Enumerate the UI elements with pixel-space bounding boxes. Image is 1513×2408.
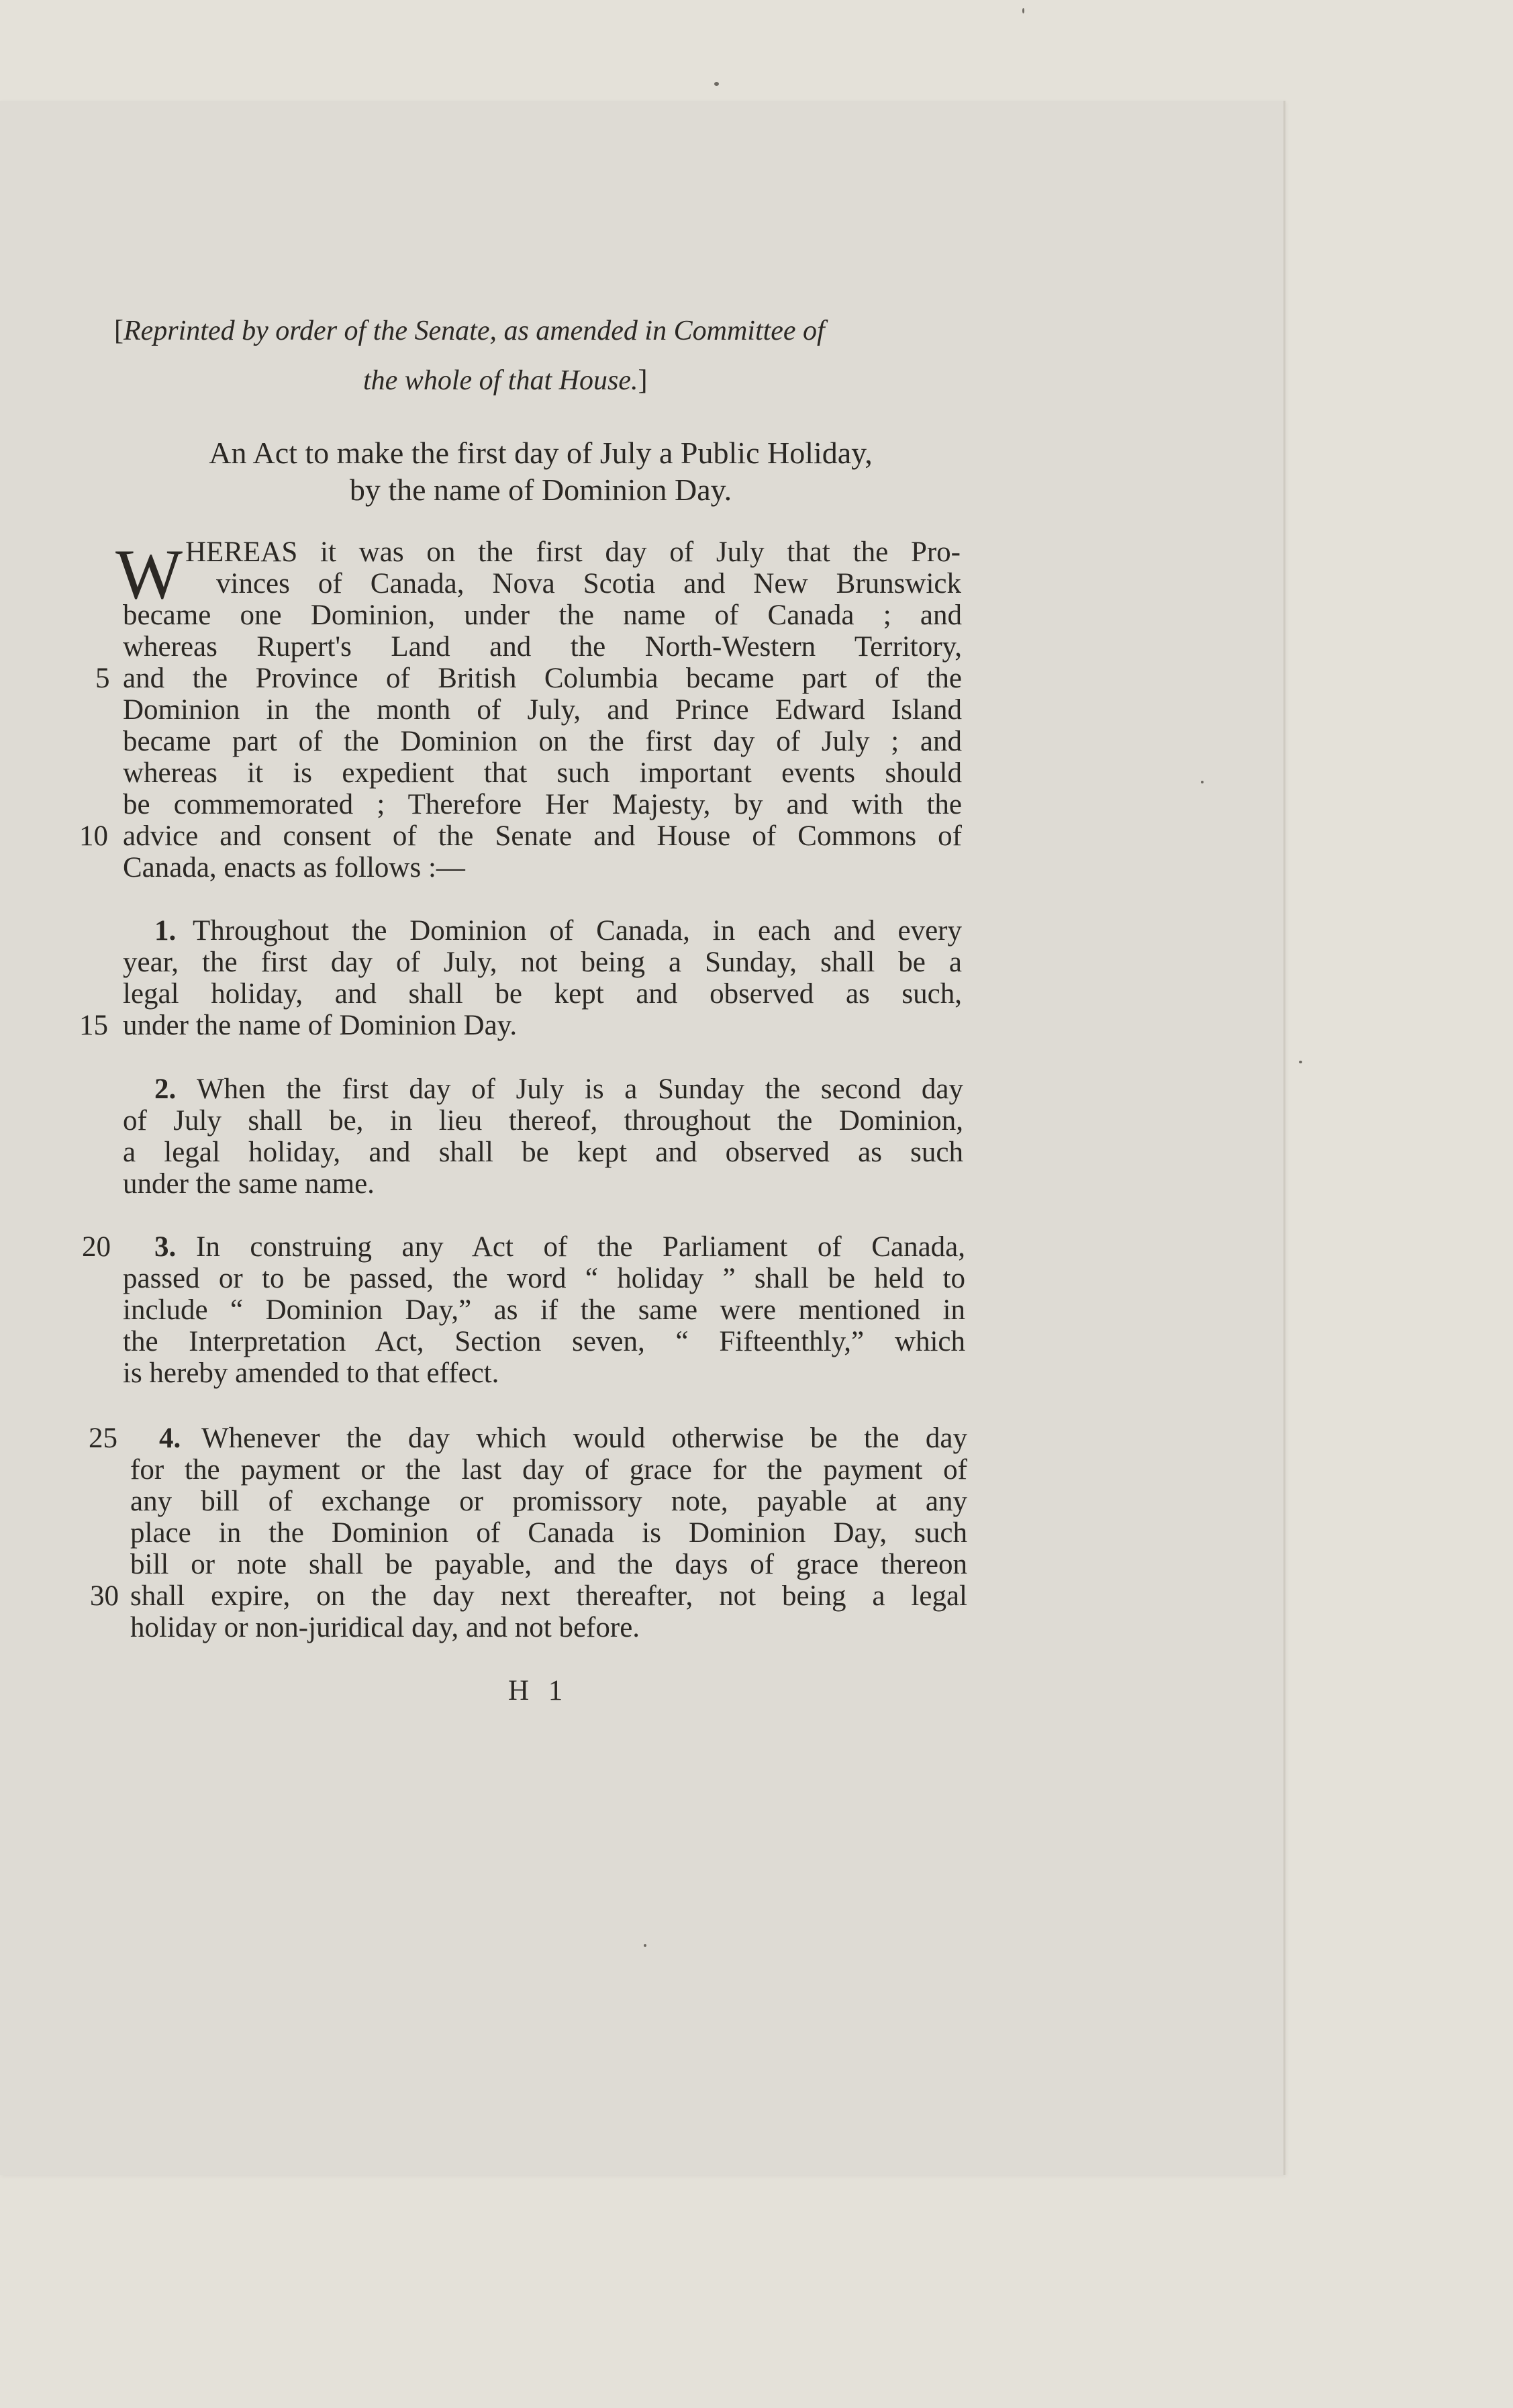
section-4-line (0, 1485, 1513, 1519)
section-4-line (0, 1611, 1513, 1645)
section-text: shall expire, on the day next thereafter, not being a legal (130, 1580, 967, 1612)
speck (714, 82, 719, 86)
speck (1299, 1061, 1302, 1063)
reprint-note-line-1: [Reprinted by order of the Senate, as amended in Committee of (114, 316, 825, 346)
section-3-line (0, 1294, 1513, 1327)
section-1-line (0, 1009, 1513, 1043)
section-text: In construing any Act of the Parliament of Canada, (196, 1231, 965, 1263)
act-title-text-1: An Act to make the first day of July a Public Holiday, (209, 436, 873, 470)
preamble-line (0, 599, 1513, 632)
section-4-line (0, 1548, 1513, 1582)
preamble-line (0, 820, 1513, 853)
line-number: 10 (79, 820, 108, 852)
section-text: legal holiday, and shall be kept and observed as such, (123, 978, 962, 1010)
preamble-text: whereas it is expedient that such important events should (123, 757, 962, 789)
speck (644, 1944, 646, 1947)
section-2-line (0, 1167, 1513, 1201)
line-number: 25 (89, 1423, 117, 1454)
act-title-line-1 (0, 436, 1513, 470)
act-title-line-2 (0, 473, 1513, 507)
section-text: When the first day of July is a Sunday the second day (197, 1073, 963, 1105)
section-text: Whenever the day which would otherwise be the day (201, 1423, 967, 1454)
section-3-line (0, 1262, 1513, 1296)
preamble-line (0, 757, 1513, 790)
section-3-line (0, 1357, 1513, 1390)
preamble-line (0, 536, 1513, 569)
section-number: 4. (159, 1423, 181, 1454)
section-number: 1. (154, 915, 177, 947)
section-1-line (0, 914, 1513, 948)
preamble-line (0, 567, 1513, 601)
preamble-text: vinces of Canada, Nova Scotia and New Brunswick (216, 568, 961, 599)
preamble-line (0, 662, 1513, 695)
section-2-line (0, 1136, 1513, 1169)
section-text: of July shall be, in lieu thereof, throughout the Dominion, (123, 1105, 963, 1137)
section-text: place in the Dominion of Canada is Dominion Day, such (130, 1517, 967, 1549)
preamble-line (0, 630, 1513, 664)
drop-cap: W (115, 535, 183, 614)
reprint-note-text-1: Reprinted by order of the Senate, as amended in Committee of (124, 316, 825, 346)
act-title-text-2: by the name of Dominion Day. (349, 473, 732, 507)
section-number: 2. (154, 1073, 177, 1105)
section-4-line (0, 1453, 1513, 1487)
preamble-text: advice and consent of the Senate and House of Commons of (123, 820, 962, 852)
preamble-line (0, 788, 1513, 822)
preamble-text: became part of the Dominion on the first day of July ; and (123, 726, 962, 757)
section-3-line (0, 1325, 1513, 1359)
signature-mark: H 1 (508, 1675, 563, 1706)
section-1-line (0, 946, 1513, 979)
section-text: holiday or non-juridical day, and not before. (130, 1612, 640, 1643)
section-4-line (0, 1516, 1513, 1550)
preamble-text: became one Dominion, under the name of Canada ; and (123, 599, 962, 631)
section-4-line (0, 1422, 1513, 1455)
signature-line (0, 1674, 1513, 1708)
preamble-text: Dominion in the month of July, and Prince Edward Island (123, 694, 962, 726)
preamble-line (0, 693, 1513, 727)
preamble-text: HEREAS it was on the first day of July that the Pro- (185, 536, 961, 568)
reprint-note-line-2: the whole of that House.] (363, 365, 648, 396)
section-text: for the payment or the last day of grace for the payment of (130, 1454, 967, 1486)
reprint-note-text-2: the whole of that House. (363, 365, 638, 396)
section-text: the Interpretation Act, Section seven, “ Fifteenthly,” which (123, 1326, 965, 1357)
preamble-text: and the Province of British Columbia became part of the (123, 663, 962, 694)
section-number: 3. (154, 1231, 177, 1263)
section-text: any bill of exchange or promissory note, payable at any (130, 1486, 967, 1517)
section-text: Throughout the Dominion of Canada, in each and every (193, 915, 962, 947)
section-text: year, the first day of July, not being a Sunday, shall be a (123, 947, 962, 978)
section-1-line (0, 977, 1513, 1011)
line-number: 15 (79, 1010, 108, 1041)
section-text: under the same name. (123, 1168, 375, 1200)
section-4-line (0, 1580, 1513, 1613)
speck (1022, 8, 1024, 13)
section-text: bill or note shall be payable, and the days of grace thereon (130, 1549, 967, 1580)
preamble-line (0, 725, 1513, 759)
preamble-line (0, 851, 1513, 885)
section-2-line (0, 1073, 1513, 1106)
section-3-line (0, 1231, 1513, 1264)
section-text: include “ Dominion Day,” as if the same were mentioned in (123, 1294, 965, 1326)
section-text: passed or to be passed, the word “ holiday ” shall be held to (123, 1263, 965, 1294)
section-text: a legal holiday, and shall be kept and observed as such (123, 1137, 963, 1168)
section-2-line (0, 1104, 1513, 1138)
preamble-text: Canada, enacts as follows :— (123, 852, 465, 883)
line-number: 5 (95, 663, 110, 694)
section-text: is hereby amended to that effect. (123, 1357, 499, 1389)
line-number: 20 (82, 1231, 111, 1263)
preamble-text: whereas Rupert's Land and the North-Western Territory, (123, 631, 962, 663)
line-number: 30 (90, 1580, 119, 1612)
section-text: under the name of Dominion Day. (123, 1010, 518, 1041)
preamble-text: be commemorated ; Therefore Her Majesty, by and with the (123, 789, 962, 820)
